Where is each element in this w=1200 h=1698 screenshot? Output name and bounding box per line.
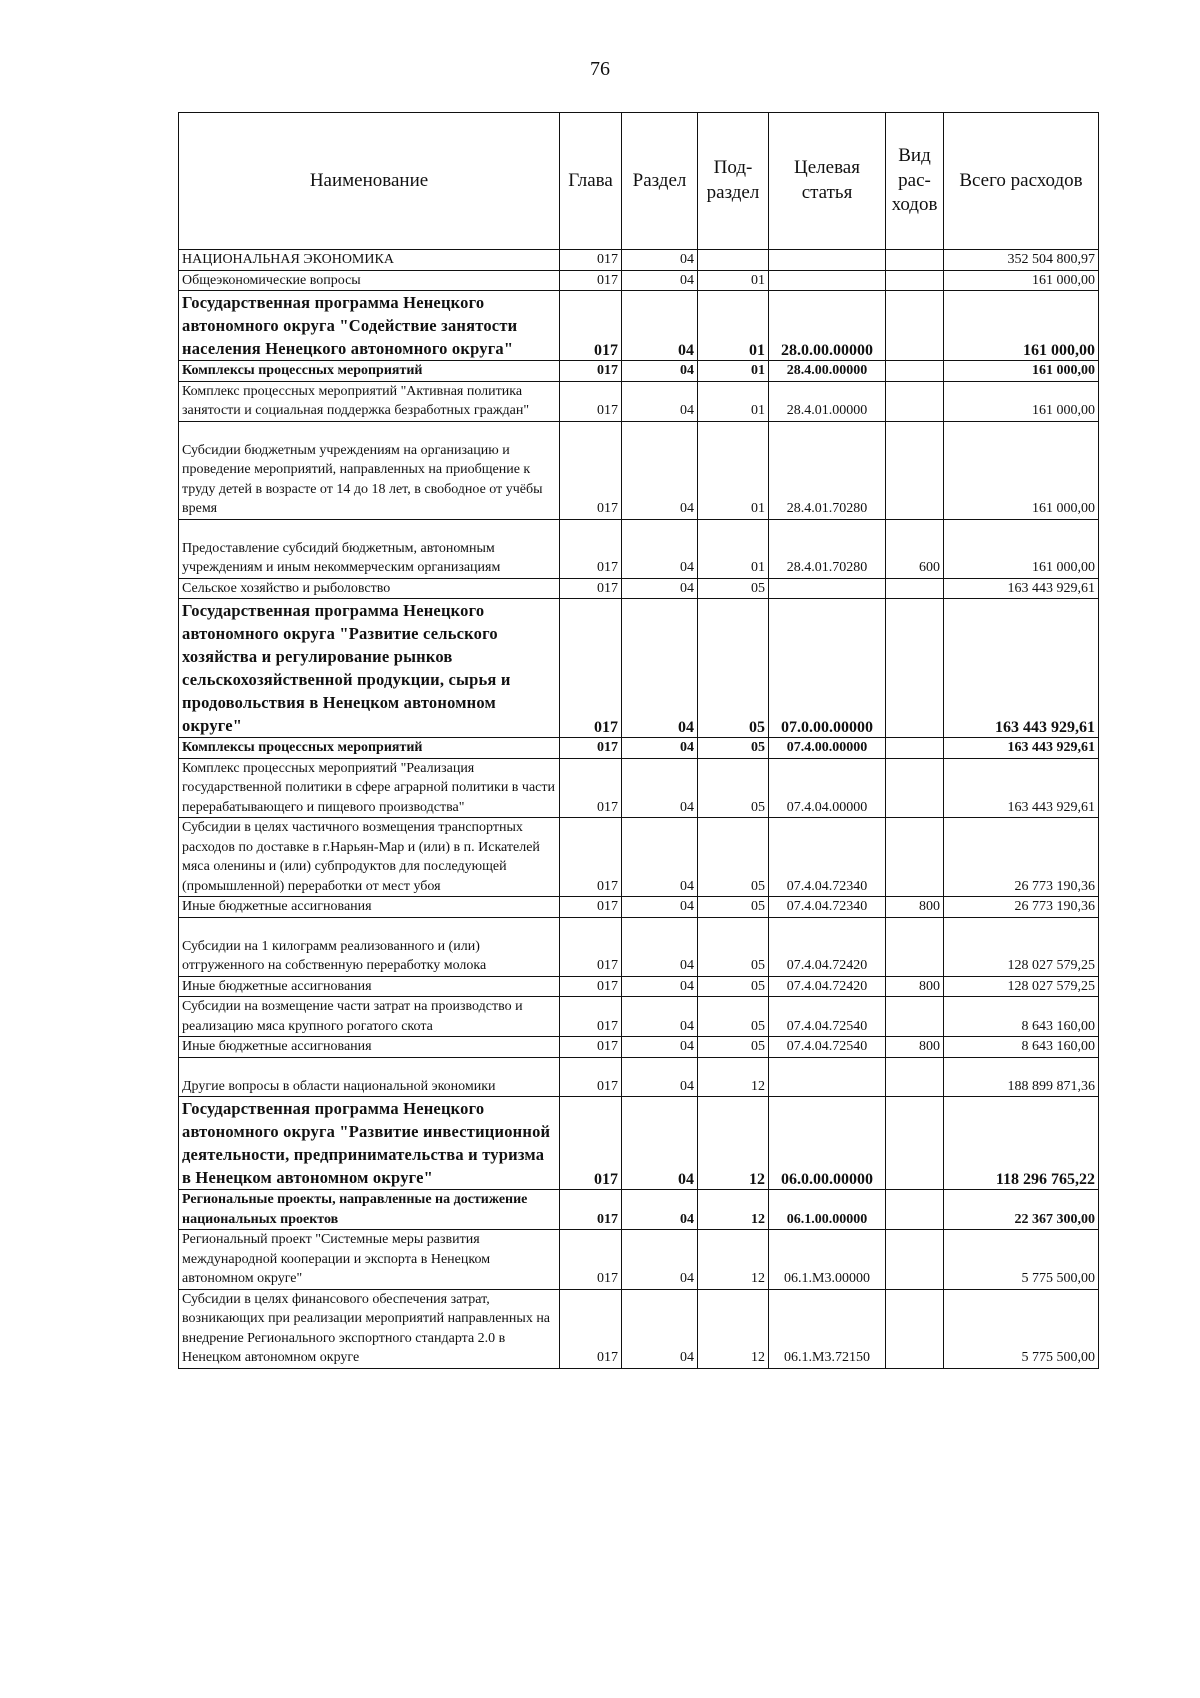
- row-name: [179, 1057, 560, 1097]
- row-glava: 017: [560, 361, 622, 382]
- row-name: Иные бюджетные ассигнования: [179, 897, 560, 918]
- row-razdel: 04: [622, 818, 698, 897]
- row-name: Региональный проект "Системные меры развития международной кооперации и экспорта в Ненецком автономном округе": [179, 1230, 560, 1290]
- row-vid: [886, 1097, 944, 1190]
- row-podrazdel: 01: [698, 381, 769, 421]
- row-celevaya: [769, 1057, 886, 1097]
- row-vid: 800: [886, 976, 944, 997]
- row-total: 118 296 765,22: [944, 1097, 1099, 1190]
- row-vid: [886, 818, 944, 897]
- row-glava: 017: [560, 381, 622, 421]
- row-total: 26 773 190,36: [944, 818, 1099, 897]
- row-total: 128 027 579,25: [944, 976, 1099, 997]
- row-podrazdel: 05: [698, 897, 769, 918]
- row-razdel: 04: [622, 1190, 698, 1230]
- row-total: 352 504 800,97: [944, 250, 1099, 271]
- header-razdel: Раздел: [622, 113, 698, 250]
- table-row: [179, 381, 1099, 421]
- table-row: [179, 1037, 1099, 1058]
- row-glava: 017: [560, 1097, 622, 1190]
- row-podrazdel: 05: [698, 578, 769, 599]
- row-name: Комплекс процессных мероприятий "Реализация государственной политики в сфере аграрной политики в части перерабатывающего и пищевого производства": [179, 758, 560, 818]
- row-name-text: Предоставление субсидий бюджетным, автономным учреждениям и иным некоммерческим организациям: [182, 540, 501, 575]
- row-podrazdel: 05: [698, 917, 769, 976]
- row-vid: [886, 1190, 944, 1230]
- row-glava: 017: [560, 578, 622, 599]
- row-celevaya: 07.4.04.72420: [769, 917, 886, 976]
- row-total: 163 443 929,61: [944, 578, 1099, 599]
- row-glava: 017: [560, 1057, 622, 1097]
- row-podrazdel: 01: [698, 519, 769, 578]
- row-razdel: 04: [622, 1057, 698, 1097]
- row-vid: [886, 270, 944, 291]
- row-celevaya: 28.0.00.00000: [769, 291, 886, 361]
- table-row: [179, 519, 1099, 578]
- row-vid: [886, 758, 944, 818]
- row-vid: [886, 917, 944, 976]
- row-podrazdel: 12: [698, 1190, 769, 1230]
- row-razdel: 04: [622, 519, 698, 578]
- row-name: [179, 917, 560, 976]
- row-vid: [886, 997, 944, 1037]
- row-celevaya: 06.1.00.00000: [769, 1190, 886, 1230]
- table-row: [179, 897, 1099, 918]
- row-glava: 017: [560, 917, 622, 976]
- row-total: 161 000,00: [944, 421, 1099, 519]
- row-podrazdel: [698, 250, 769, 271]
- table-row: [179, 578, 1099, 599]
- row-podrazdel: 05: [698, 1037, 769, 1058]
- row-glava: 017: [560, 818, 622, 897]
- row-total: 26 773 190,36: [944, 897, 1099, 918]
- row-podrazdel: 01: [698, 291, 769, 361]
- table-row: [179, 361, 1099, 382]
- row-glava: 017: [560, 421, 622, 519]
- row-podrazdel: 05: [698, 758, 769, 818]
- row-name: Комплекс процессных мероприятий "Активная политика занятости и социальная поддержка безработных граждан": [179, 381, 560, 421]
- row-razdel: 04: [622, 1097, 698, 1190]
- table-header-row: [179, 113, 1099, 250]
- table-row: [179, 270, 1099, 291]
- row-razdel: 04: [622, 997, 698, 1037]
- row-name: Сельское хозяйство и рыболовство: [179, 578, 560, 599]
- header-celevaya-statya: Целевая статья: [769, 113, 886, 250]
- row-glava: 017: [560, 897, 622, 918]
- row-name: Комплексы процессных мероприятий: [179, 361, 560, 382]
- row-glava: 017: [560, 1037, 622, 1058]
- row-celevaya: 28.4.00.00000: [769, 361, 886, 382]
- row-total: 161 000,00: [944, 519, 1099, 578]
- row-glava: 017: [560, 976, 622, 997]
- row-name: Субсидии в целях частичного возмещения транспортных расходов по доставке в г.Нарьян-Мар и (или) в п. Искателей мяса оленины и (или) субпродуктов для последующей (промышленной) переработки от мест убоя: [179, 818, 560, 897]
- header-total: Всего расходов: [944, 113, 1099, 250]
- row-podrazdel: 12: [698, 1230, 769, 1290]
- table-row: [179, 599, 1099, 738]
- row-celevaya: 28.4.01.00000: [769, 381, 886, 421]
- row-razdel: 04: [622, 758, 698, 818]
- row-total: 8 643 160,00: [944, 1037, 1099, 1058]
- row-vid: [886, 1230, 944, 1290]
- table-row: [179, 250, 1099, 271]
- header-vid-rashodov: Вид рас-ходов: [886, 113, 944, 250]
- row-vid: [886, 421, 944, 519]
- row-name-text: Другие вопросы в области национальной экономики: [182, 1078, 496, 1094]
- row-celevaya: [769, 250, 886, 271]
- row-razdel: 04: [622, 599, 698, 738]
- row-razdel: 04: [622, 1230, 698, 1290]
- row-vid: [886, 291, 944, 361]
- row-podrazdel: 05: [698, 818, 769, 897]
- row-vid: 800: [886, 1037, 944, 1058]
- row-name: Субсидии на возмещение части затрат на производство и реализацию мяса крупного рогатого скота: [179, 997, 560, 1037]
- table-row: [179, 291, 1099, 361]
- table-row: [179, 976, 1099, 997]
- row-celevaya: 07.4.04.72420: [769, 976, 886, 997]
- row-name: Иные бюджетные ассигнования: [179, 976, 560, 997]
- table-row: [179, 917, 1099, 976]
- row-celevaya: 07.4.04.72340: [769, 818, 886, 897]
- row-celevaya: 07.4.04.72340: [769, 897, 886, 918]
- row-name: Региональные проекты, направленные на достижение национальных проектов: [179, 1190, 560, 1230]
- row-razdel: 04: [622, 897, 698, 918]
- row-celevaya: 28.4.01.70280: [769, 421, 886, 519]
- row-celevaya: 28.4.01.70280: [769, 519, 886, 578]
- row-total: 161 000,00: [944, 270, 1099, 291]
- row-name: Субсидии в целях финансового обеспечения затрат, возникающих при реализации мероприятий направленных на внедрение Регионального экспортного стандарта 2.0 в Ненецком автономном округе: [179, 1289, 560, 1368]
- row-name: Иные бюджетные ассигнования: [179, 1037, 560, 1058]
- row-razdel: 04: [622, 917, 698, 976]
- row-name: Комплексы процессных мероприятий: [179, 738, 560, 759]
- table-row: [179, 1097, 1099, 1190]
- row-podrazdel: 01: [698, 421, 769, 519]
- table-row: [179, 421, 1099, 519]
- header-name: Наименование: [179, 113, 560, 250]
- row-total: 8 643 160,00: [944, 997, 1099, 1037]
- row-vid: [886, 381, 944, 421]
- row-glava: 017: [560, 1190, 622, 1230]
- table-row: [179, 997, 1099, 1037]
- row-vid: [886, 578, 944, 599]
- row-name: НАЦИОНАЛЬНАЯ ЭКОНОМИКА: [179, 250, 560, 271]
- row-name-text: Субсидии бюджетным учреждениям на организацию и проведение мероприятий, направленных на приобщение к труду детей в возрасте от 14 до 18 лет, в свободное от учёбы время: [182, 442, 543, 516]
- row-razdel: 04: [622, 381, 698, 421]
- row-razdel: 04: [622, 976, 698, 997]
- row-total: 22 367 300,00: [944, 1190, 1099, 1230]
- row-name-text: Субсидии на 1 килограмм реализованного и (или) отгруженного на собственную переработку молока: [182, 938, 487, 973]
- row-total: 163 443 929,61: [944, 599, 1099, 738]
- row-celevaya: [769, 270, 886, 291]
- row-podrazdel: 05: [698, 738, 769, 759]
- row-podrazdel: 12: [698, 1289, 769, 1368]
- row-name: [179, 519, 560, 578]
- row-vid: [886, 250, 944, 271]
- row-razdel: 04: [622, 291, 698, 361]
- header-glava: Глава: [560, 113, 622, 250]
- row-celevaya: 07.0.00.00000: [769, 599, 886, 738]
- row-total: 161 000,00: [944, 361, 1099, 382]
- row-podrazdel: 01: [698, 270, 769, 291]
- table-row: [179, 1057, 1099, 1097]
- row-vid: 600: [886, 519, 944, 578]
- row-name: Государственная программа Ненецкого автономного округа "Содействие занятости населения Ненецкого автономного округа": [179, 291, 560, 361]
- row-podrazdel: 05: [698, 997, 769, 1037]
- row-total: 161 000,00: [944, 291, 1099, 361]
- budget-table: [178, 112, 1099, 1369]
- row-celevaya: 07.4.04.72540: [769, 1037, 886, 1058]
- row-vid: [886, 738, 944, 759]
- row-razdel: 04: [622, 270, 698, 291]
- table-row: [179, 1230, 1099, 1290]
- row-vid: [886, 1057, 944, 1097]
- row-razdel: 04: [622, 578, 698, 599]
- row-celevaya: 06.0.00.00000: [769, 1097, 886, 1190]
- row-name: Государственная программа Ненецкого автономного округа "Развитие сельского хозяйства и регулирование рынков сельскохозяйственной продукции, сырья и продовольствия в Ненецком автономном округе": [179, 599, 560, 738]
- row-name: Общеэкономические вопросы: [179, 270, 560, 291]
- row-razdel: 04: [622, 421, 698, 519]
- row-glava: 017: [560, 519, 622, 578]
- row-total: 163 443 929,61: [944, 758, 1099, 818]
- row-razdel: 04: [622, 250, 698, 271]
- row-total: 128 027 579,25: [944, 917, 1099, 976]
- row-glava: 017: [560, 599, 622, 738]
- row-razdel: 04: [622, 1289, 698, 1368]
- row-glava: 017: [560, 1230, 622, 1290]
- row-celevaya: 06.1.М3.00000: [769, 1230, 886, 1290]
- row-total: 161 000,00: [944, 381, 1099, 421]
- row-celevaya: 07.4.04.72540: [769, 997, 886, 1037]
- row-glava: 017: [560, 1289, 622, 1368]
- table-row: [179, 818, 1099, 897]
- table-row: [179, 1190, 1099, 1230]
- row-razdel: 04: [622, 1037, 698, 1058]
- row-total: 163 443 929,61: [944, 738, 1099, 759]
- row-vid: [886, 1289, 944, 1368]
- row-vid: [886, 599, 944, 738]
- row-celevaya: [769, 578, 886, 599]
- row-podrazdel: 05: [698, 976, 769, 997]
- row-total: 5 775 500,00: [944, 1289, 1099, 1368]
- row-podrazdel: 12: [698, 1057, 769, 1097]
- row-glava: 017: [560, 997, 622, 1037]
- row-glava: 017: [560, 738, 622, 759]
- row-celevaya: 07.4.04.00000: [769, 758, 886, 818]
- table-row: [179, 758, 1099, 818]
- row-glava: 017: [560, 758, 622, 818]
- row-vid: [886, 361, 944, 382]
- row-razdel: 04: [622, 361, 698, 382]
- row-celevaya: 06.1.М3.72150: [769, 1289, 886, 1368]
- table-row: [179, 738, 1099, 759]
- row-vid: 800: [886, 897, 944, 918]
- table-row: [179, 1289, 1099, 1368]
- row-total: 188 899 871,36: [944, 1057, 1099, 1097]
- row-podrazdel: 12: [698, 1097, 769, 1190]
- page-number: 76: [590, 58, 610, 80]
- row-glava: 017: [560, 291, 622, 361]
- row-glava: 017: [560, 250, 622, 271]
- row-podrazdel: 05: [698, 599, 769, 738]
- row-name: [179, 421, 560, 519]
- row-celevaya: 07.4.00.00000: [769, 738, 886, 759]
- row-podrazdel: 01: [698, 361, 769, 382]
- header-podrazdel: Под-раздел: [698, 113, 769, 250]
- row-total: 5 775 500,00: [944, 1230, 1099, 1290]
- row-name: Государственная программа Ненецкого автономного округа "Развитие инвестиционной деятельности, предпринимательства и туризма в Ненецком автономном округе": [179, 1097, 560, 1190]
- row-razdel: 04: [622, 738, 698, 759]
- row-glava: 017: [560, 270, 622, 291]
